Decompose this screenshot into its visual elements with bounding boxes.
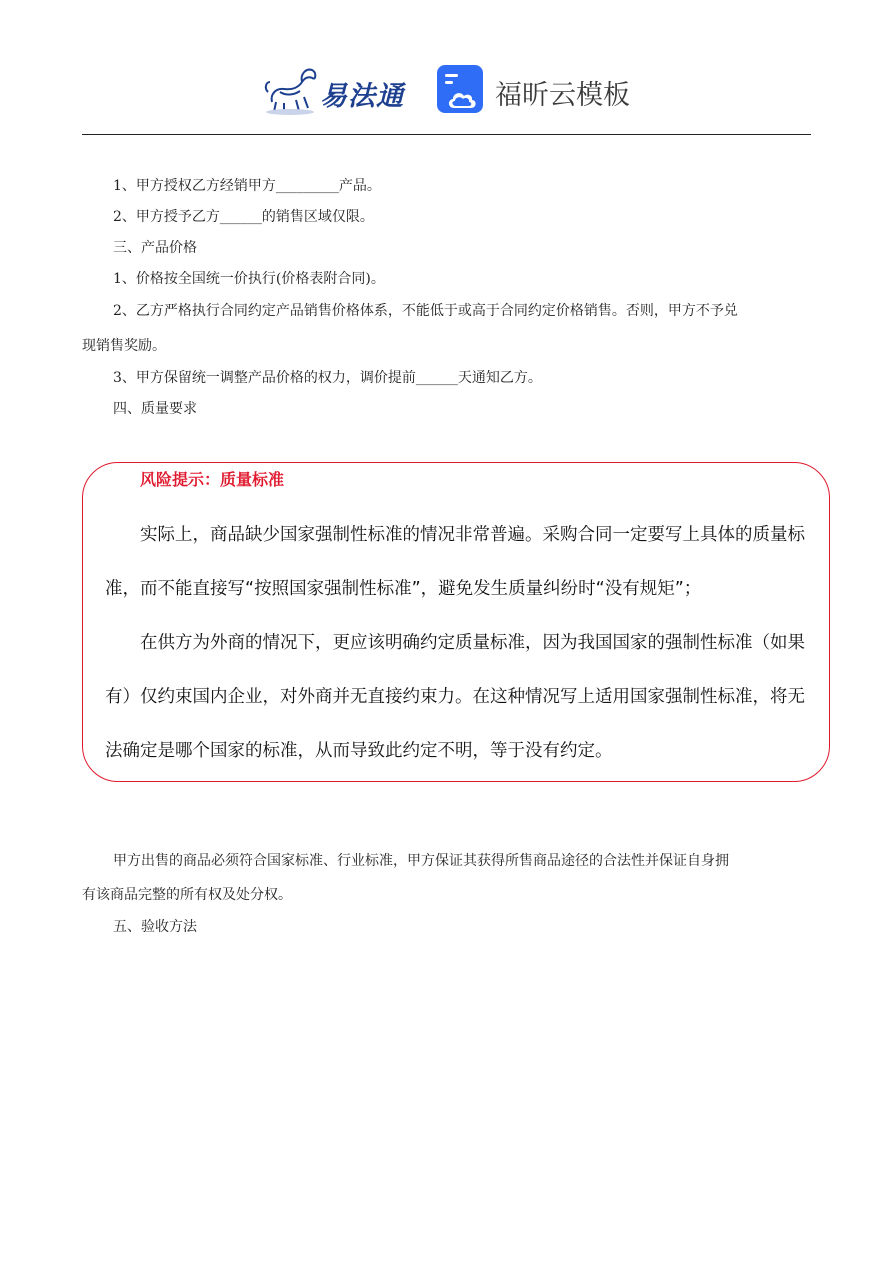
section-heading-quality: 四、质量要求 xyxy=(113,401,197,417)
risk-notice-line-5: 法确定是哪个国家的标准，从而导致此约定不明，等于没有约定。 xyxy=(105,741,613,761)
clause-price-adjustment: 3、甲方保留统一调整产品价格的权力，调价提前______天通知乙方。 xyxy=(113,370,542,386)
clause-unified-price: 1、价格按全国统一价执行(价格表附合同)。 xyxy=(113,271,385,287)
qilin-icon xyxy=(262,62,320,116)
risk-notice-box xyxy=(82,462,830,782)
foxit-cloud-logo xyxy=(436,64,636,118)
risk-notice-line-1: 实际上，商品缺少国家强制性标准的情况非常普遍。采购合同一定要写上具体的质量标 xyxy=(140,525,805,545)
clause-authorized-product: 1、甲方授权乙方经销甲方_________产品。 xyxy=(113,178,381,194)
page-header xyxy=(0,58,893,122)
header-divider xyxy=(82,134,811,135)
section-heading-acceptance: 五、验收方法 xyxy=(113,919,197,935)
logo-left-text: 易法通 xyxy=(320,81,404,112)
clause-quality-standard-line2: 有该商品完整的所有权及处分权。 xyxy=(82,887,292,903)
clause-sales-region: 2、甲方授予乙方______的销售区域仅限。 xyxy=(113,209,374,225)
risk-notice-line-3: 在供方为外商的情况下，更应该明确约定质量标准，因为我国国家的强制性标准（如果 xyxy=(140,633,805,653)
clause-price-system-line1: 2、乙方严格执行合同约定产品销售价格体系，不能低于或高于合同约定价格销售。否则，甲方不予兑 xyxy=(113,303,738,319)
risk-notice-line-2: 准，而不能直接写“按照国家强制性标准”，避免发生质量纠纷时“没有规矩”； xyxy=(105,579,702,599)
clause-quality-standard-line1: 甲方出售的商品必须符合国家标准、行业标准，甲方保证其获得所售商品途径的合法性并保证自身拥 xyxy=(113,853,729,869)
yifatong-logo xyxy=(262,62,412,116)
risk-notice-title: 风险提示：质量标准 xyxy=(140,470,285,489)
section-heading-price: 三、产品价格 xyxy=(113,240,197,256)
cloud-doc-icon xyxy=(436,64,488,116)
logo-right-text: 福昕云模板 xyxy=(495,80,630,111)
clause-price-system-line2: 现销售奖励。 xyxy=(82,338,166,354)
risk-notice-line-4: 有）仅约束国内企业，对外商并无直接约束力。在这种情况写上适用国家强制性标准，将无 xyxy=(105,687,805,707)
